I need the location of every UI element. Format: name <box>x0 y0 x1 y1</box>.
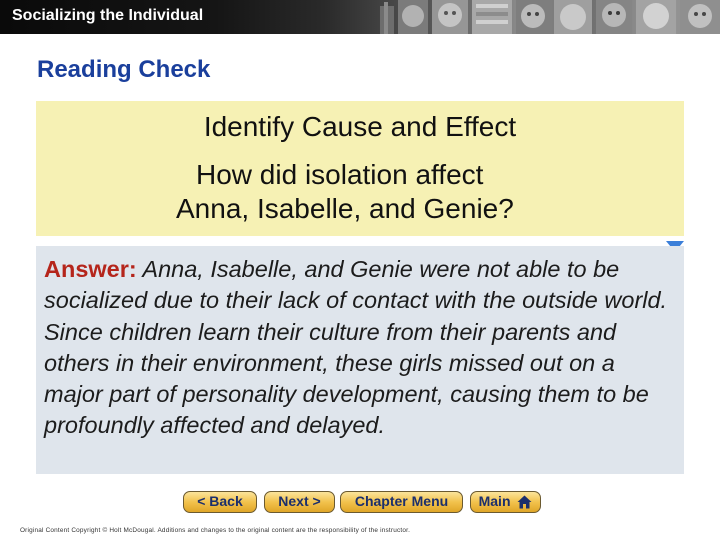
question-title: Identify Cause and Effect <box>203 111 517 142</box>
back-button-label: < Back <box>197 493 243 509</box>
copyright-note: Original Content Copyright © Holt McDougal. Additions and changes to the original content are the responsibility of the instructor. <box>20 527 411 534</box>
answer-label: Answer: <box>44 256 137 282</box>
header-banner <box>0 0 720 34</box>
next-button[interactable] <box>264 491 335 513</box>
main-button[interactable] <box>470 491 541 513</box>
question-panel <box>36 101 684 236</box>
section-heading: Reading Check <box>37 56 211 83</box>
answer-panel <box>36 246 684 474</box>
house-icon <box>517 495 532 509</box>
chapter-menu-button[interactable] <box>340 491 463 513</box>
question-line-2: Anna, Isabelle, and Genie? <box>176 193 514 224</box>
answer-text: Anna, Isabelle, and Genie were not able to be socialized due to their lack of contact with the outside world. Since children learn their culture from their parents and others in their environment, these girls missed out on a major part of personality development, causing them to be profoundly affected and delayed. <box>44 256 668 439</box>
chapter-title: Socializing the Individual <box>12 7 204 24</box>
main-button-label: Main <box>478 493 511 509</box>
question-text <box>176 158 596 226</box>
chapter-menu-label: Chapter Menu <box>354 493 449 509</box>
answer-paragraph <box>44 254 680 442</box>
next-button-label: Next > <box>278 493 321 509</box>
back-button[interactable] <box>183 491 257 513</box>
question-line-1: How did isolation affect <box>196 159 484 190</box>
banner-collage-image <box>380 0 720 34</box>
